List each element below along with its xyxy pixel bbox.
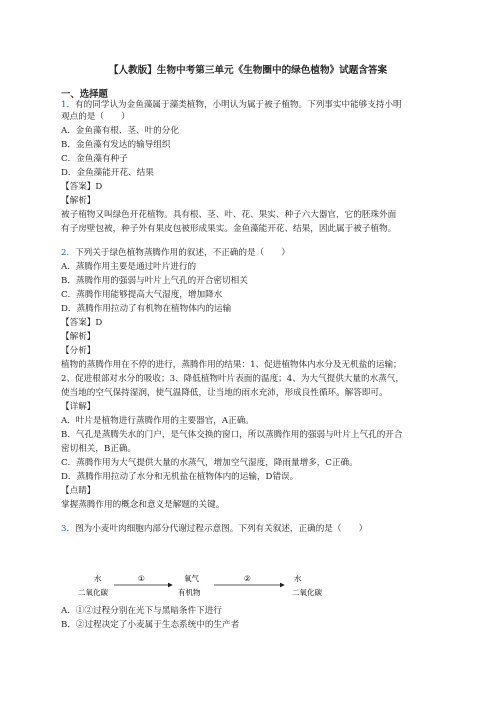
question-2-dianjing-label: 【点睛】 <box>61 486 96 496</box>
question-3-option-b: B．②过程决定了小麦属于生态系统中的生产者 <box>61 620 240 630</box>
question-1-answer: 【答案】D <box>61 182 103 192</box>
diagram-step-2-label: ② <box>244 574 251 583</box>
question-2-xiangjie-line-4: C．蒸腾作用为大气提供大量的水蒸气，增加空气湿度，降雨量增多，C正确。 <box>61 458 358 468</box>
question-2-xiangjie-label: 【详解】 <box>61 402 96 412</box>
diagram-right-bottom-label: 二氧化碳 <box>292 588 322 597</box>
question-2-stem: 2．下列关于绿色植物蒸腾作用的叙述，不正确的是（ ） <box>61 248 290 258</box>
question-1-analysis-label: 【解析】 <box>61 196 96 206</box>
question-2-option-a: A．蒸腾作用主要是通过叶片进行的 <box>61 262 197 272</box>
question-2-option-c: C．蒸腾作用能够提高大气湿度，增加降水 <box>61 290 223 300</box>
question-2-xiangjie-line-5: D．蒸腾作用拉动了水分和无机盐在植物体内的运输，D错误。 <box>61 472 299 482</box>
question-3-stem: 3．图为小麦叶肉细胞内部分代谢过程示意图。下列有关叙述，正确的是（ ） <box>61 524 368 534</box>
diagram-right-top-label: 水 <box>294 574 302 583</box>
question-1-option-d: D．金鱼藻能开花、结果 <box>61 168 154 178</box>
question-2-xiangjie-line-3: 密切相关，B正确。 <box>61 444 137 454</box>
question-1-option-c: C．金鱼藻有种子 <box>61 154 128 164</box>
diagram-mid-bottom-label: 有机物 <box>178 588 201 597</box>
question-2-dianjing-text: 掌握蒸腾作用的概念和意义是解题的关键。 <box>61 500 225 510</box>
question-2-analysis-label: 【解析】 <box>61 332 96 342</box>
metabolism-diagram <box>74 571 404 599</box>
question-1-option-b: B．金鱼藻有发达的输导组织 <box>61 140 171 150</box>
question-2-number: 2． <box>61 248 76 258</box>
question-2-fenxi-line-3: 使当地的空气保持湿润，使气温降低，让当地的雨水充沛，形成良性循环。解答即可。 <box>61 388 388 398</box>
diagram-mid-top-label: 氧气 <box>184 574 199 583</box>
document-title: 【人教版】生物中考第三单元《生物圈中的绿色植物》试题含答案 <box>108 65 388 76</box>
question-2-option-b: B．蒸腾作用的强弱与叶片上气孔的开合密切相关 <box>61 276 248 286</box>
question-2-xiangjie-line-1: A．叶片是植物进行蒸腾作用的主要器官，A正确。 <box>61 416 254 426</box>
question-3-option-a: A．①②过程分别在光下与黑暗条件下进行 <box>61 606 222 616</box>
diagram-left-top-label: 水 <box>94 574 102 583</box>
question-2-option-d: D．蒸腾作用拉动了有机物在植物体内的运输 <box>61 304 232 314</box>
diagram-left-bottom-label: 二氧化碳 <box>78 588 108 597</box>
question-1-option-a: A．金鱼藻有根、茎、叶的分化 <box>61 126 179 136</box>
question-1-stem-cont: 观点的是（ ） <box>61 112 130 122</box>
question-2-fenxi-line-1: 植物的蒸腾作用在不停的进行，蒸腾作用的结果：1、促进植物体内水分及无机盐的运输； <box>61 360 402 370</box>
question-2-fenxi-line-2: 2、促进根部对水分的吸收；3、降低植物叶片表面的温度；4、为大气提供大量的水蒸气， <box>61 374 404 384</box>
section-heading: 一、选择题 <box>61 89 108 100</box>
question-3-number: 3． <box>61 524 76 534</box>
diagram-step-1-label: ① <box>138 574 145 583</box>
question-2-answer: 【答案】D <box>61 318 103 328</box>
question-1-analysis-line-2: 有子房壁包被，种子外有果皮包被形成果实。金鱼藻能开花、结果，因此属于被子植物。 <box>61 224 397 234</box>
question-2-fenxi-label: 【分析】 <box>61 346 96 356</box>
question-1-number: 1． <box>61 100 76 110</box>
question-1-analysis-line-1: 被子植物又叫绿色开花植物。具有根、茎、叶、花、果实、种子六大器官，它的胚珠外面 <box>61 210 397 220</box>
question-2-xiangjie-line-2: B．气孔是蒸腾失水的门户，是气体交换的窗口，所以蒸腾作用的强弱与叶片上气孔的开合 <box>61 430 403 440</box>
question-1-stem: 1．有的同学认为金鱼藻属于藻类植物，小明认为属于被子植物。下列事实中能够支持小明 <box>61 100 402 110</box>
